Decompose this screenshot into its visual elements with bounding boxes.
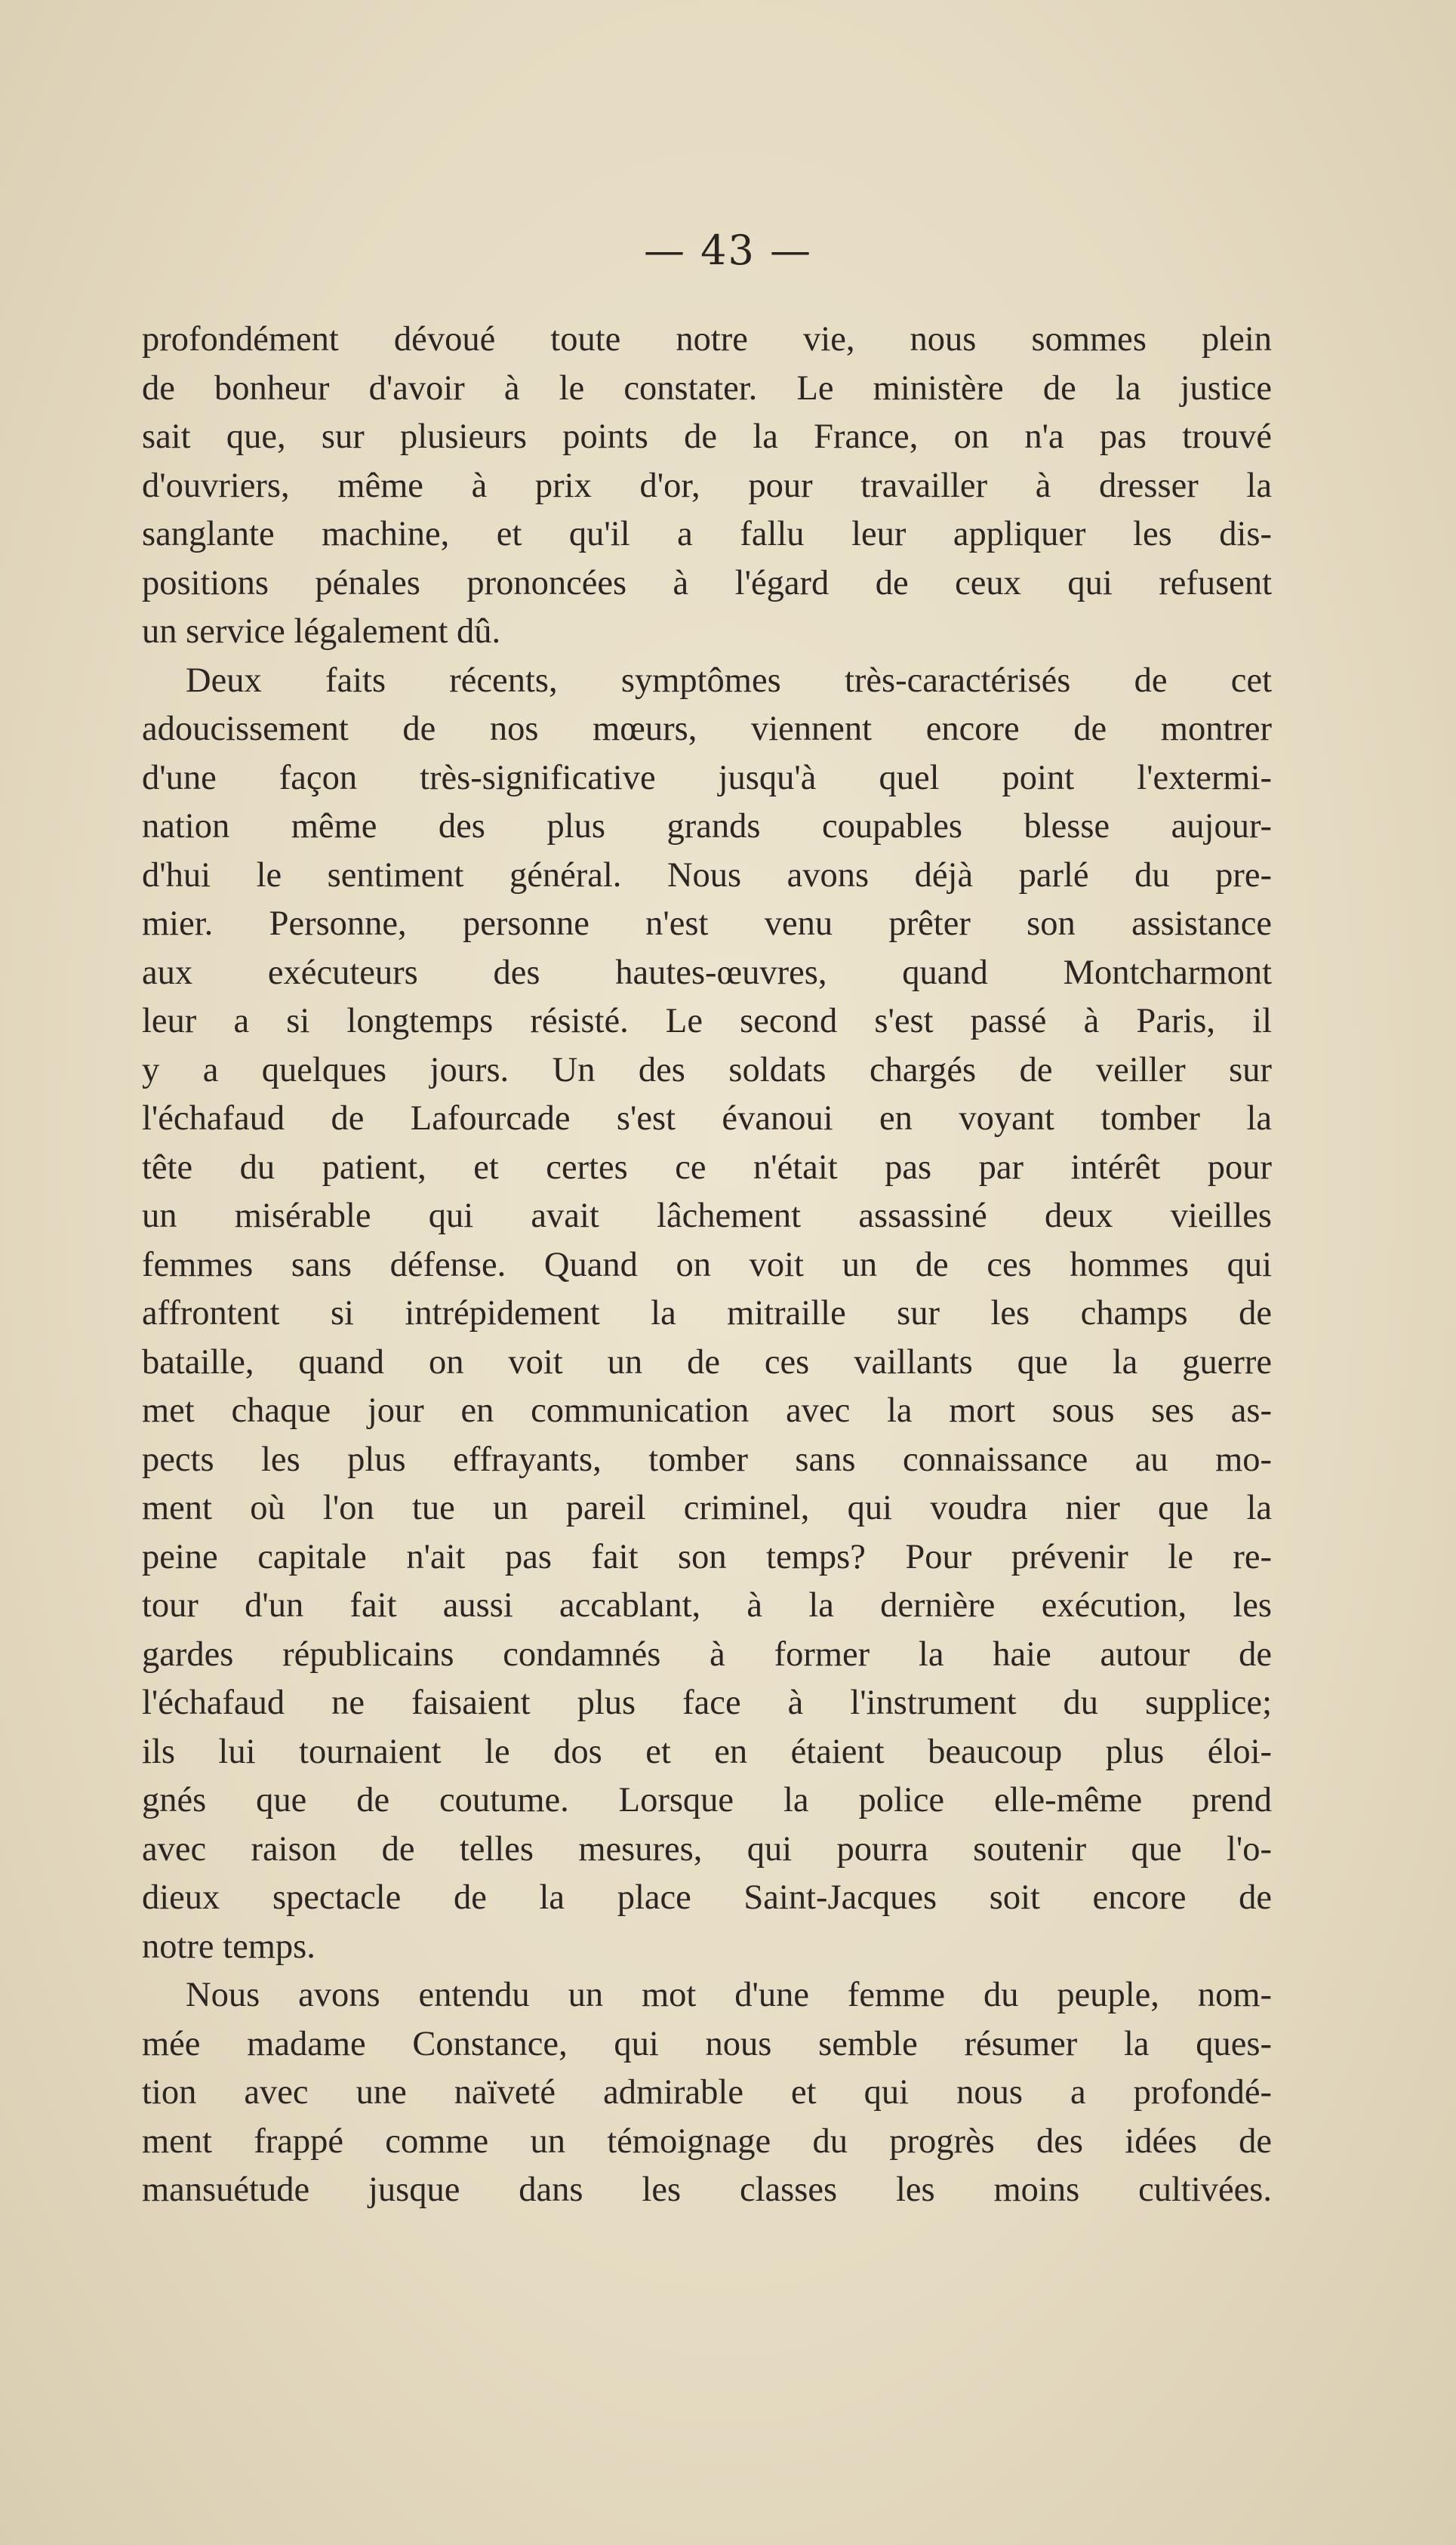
text-line: d'une façon très-significative jusqu'à quel point l'extermi-	[142, 758, 1272, 797]
text-line: avec raison de telles mesures, qui pourra soutenir que l'o-	[142, 1829, 1272, 1869]
text-line: adoucissement de nos mœurs, viennent encore de montrer	[142, 710, 1272, 748]
text-line: mier. Personne, personne n'est venu prêter son assistance	[142, 904, 1272, 943]
text-line: peine capitale n'ait pas fait son temps? Pour prévenir le re-	[142, 1537, 1272, 1576]
text-line: ils lui tournaient le dos et en étaient beaucoup plus éloi-	[142, 1732, 1272, 1771]
text-line: tête du patient, et certes ce n'était pas par intérêt pour	[142, 1148, 1272, 1187]
body-text	[142, 316, 1272, 2215]
text-line: un service légalement dû.	[142, 612, 501, 651]
text-line: mée madame Constance, qui nous semble résumer la ques-	[142, 2024, 1272, 2063]
text-line: gardes républicains condamnés à former la haie autour de	[142, 1635, 1272, 1674]
text-line: affrontent si intrépidement la mitraille sur les champs de	[142, 1294, 1272, 1333]
text-line: sanglante machine, et qu'il a fallu leur appliquer les dis-	[142, 515, 1272, 553]
text-line: profondément dévoué toute notre vie, nous sommes plein	[142, 320, 1272, 359]
text-line: leur a si longtemps résisté. Le second s'est passé à Paris, il	[142, 1002, 1272, 1040]
text-line: ment frappé comme un témoignage du progrès des idées de	[142, 2121, 1272, 2161]
text-line: y a quelques jours. Un des soldats chargés de veiller sur	[142, 1050, 1272, 1089]
text-line: femmes sans défense. Quand on voit un de ces hommes qui	[142, 1245, 1272, 1284]
text-line: bataille, quand on voit un de ces vaillants que la guerre	[142, 1342, 1272, 1382]
text-line: l'échafaud ne faisaient plus face à l'instrument du supplice;	[142, 1684, 1272, 1722]
text-line: gnés que de coutume. Lorsque la police elle-même prend	[142, 1781, 1272, 1819]
text-line: dieux spectacle de la place Saint-Jacques soit encore de	[142, 1878, 1272, 1917]
page-number: — 43 —	[643, 226, 813, 274]
text-line: aux exécuteurs des hautes-œuvres, quand Montcharmont	[142, 953, 1272, 992]
text-line: un misérable qui avait lâchement assassiné deux vieilles	[142, 1197, 1272, 1235]
text-line: mansuétude jusque dans les classes les moins cultivées.	[142, 2171, 1272, 2209]
text-line: ment où l'on tue un pareil criminel, qui voudra nier que la	[142, 1489, 1272, 1527]
text-line: de bonheur d'avoir à le constater. Le ministère de la justice	[142, 368, 1272, 408]
text-line: notre temps.	[142, 1927, 316, 1966]
text-line: pects les plus effrayants, tomber sans connaissance au mo-	[142, 1440, 1272, 1479]
paragraph-start-line: Deux faits récents, symptômes très-caractérisés de cet	[186, 661, 1272, 700]
text-line: sait que, sur plusieurs points de la France, on n'a pas trouvé	[142, 417, 1272, 456]
text-line: met chaque jour en communication avec la mort sous ses as-	[142, 1391, 1272, 1430]
text-line: l'échafaud de Lafourcade s'est évanoui en voyant tomber la	[142, 1099, 1272, 1138]
text-line: nation même des plus grands coupables blesse aujour-	[142, 807, 1272, 846]
text-line: d'ouvriers, même à prix d'or, pour travailler à dresser la	[142, 466, 1272, 505]
text-line: d'hui le sentiment général. Nous avons déjà parlé du pre-	[142, 855, 1272, 895]
text-line: positions pénales prononcées à l'égard de ceux qui refusent	[142, 563, 1272, 602]
paragraph-start-line: Nous avons entendu un mot d'une femme du peuple, nom-	[186, 1976, 1272, 2014]
text-line: tour d'un fait aussi accablant, à la dernière exécution, les	[142, 1586, 1272, 1625]
text-line: tion avec une naïveté admirable et qui nous a profondé-	[142, 2073, 1272, 2112]
